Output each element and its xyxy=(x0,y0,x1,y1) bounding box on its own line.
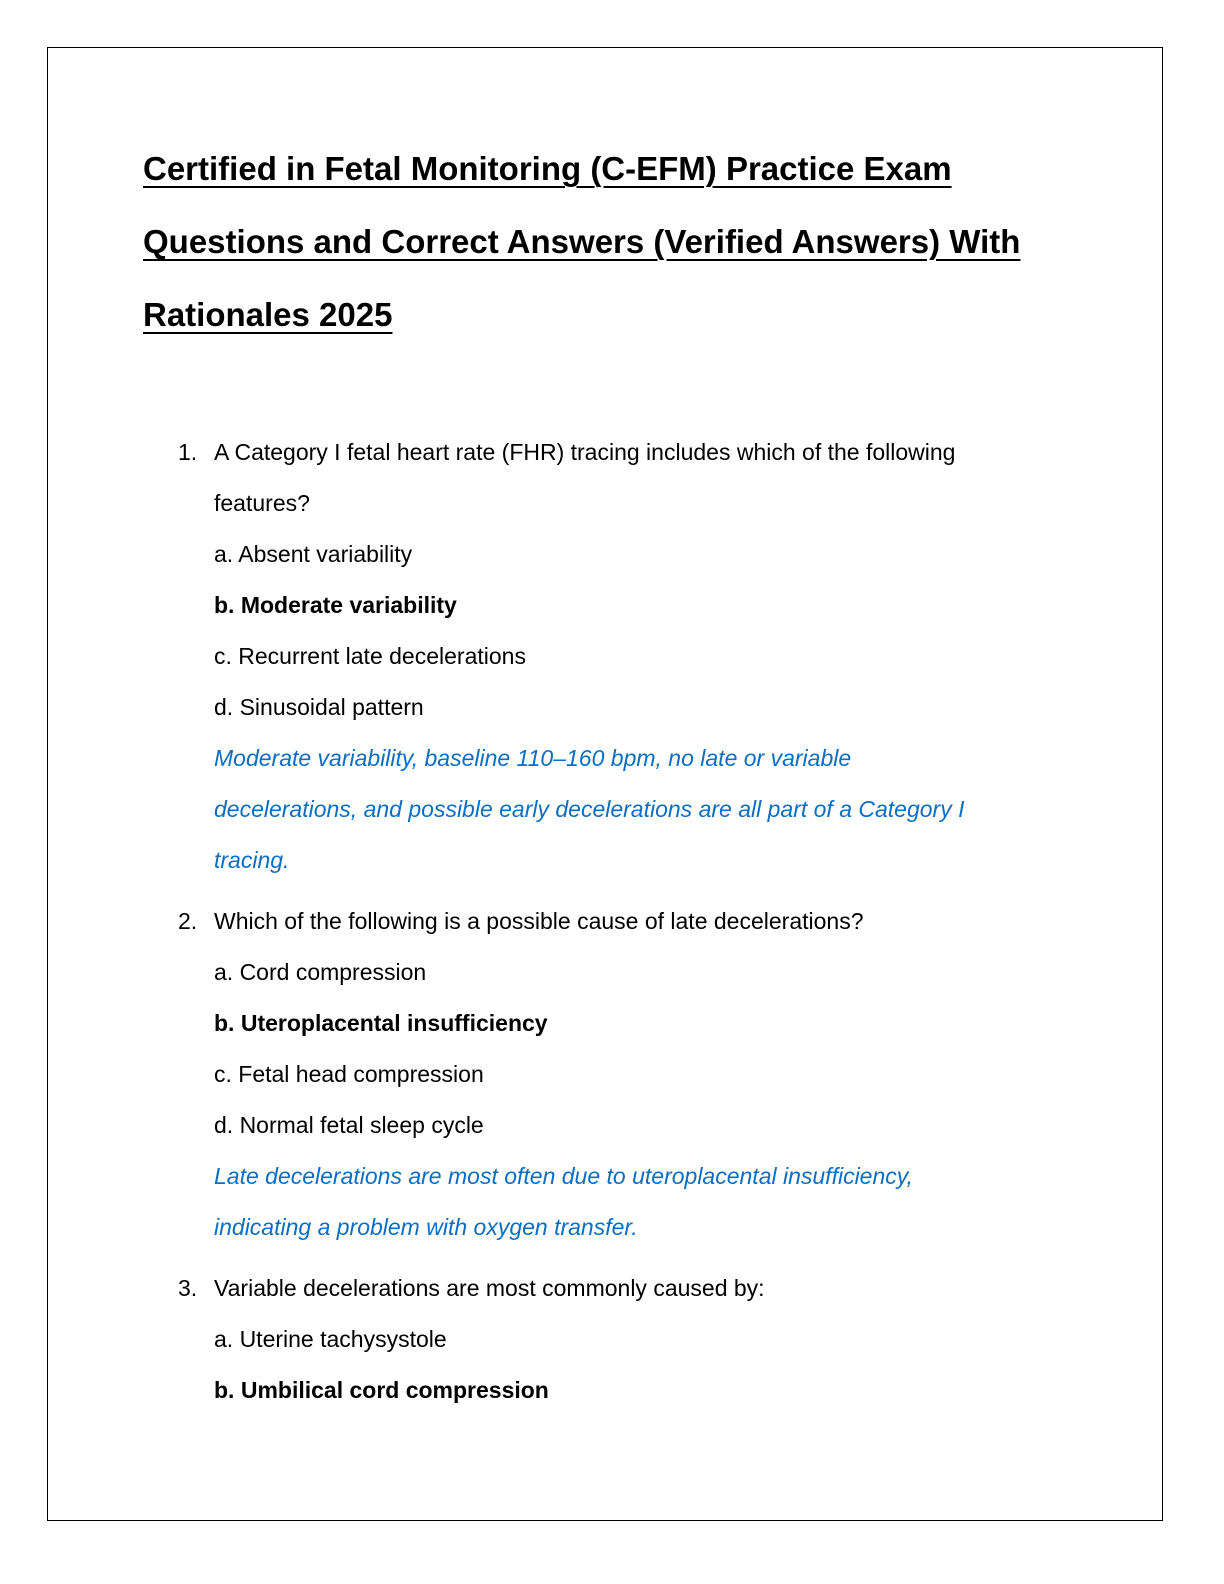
rationale: tracing. xyxy=(214,847,290,873)
question-body xyxy=(214,1263,1054,1416)
question-body xyxy=(214,896,1054,1253)
document-title xyxy=(143,132,1103,351)
title-line: Questions and Correct Answers (Verified Answers) With xyxy=(143,223,1021,260)
rationale: Moderate variability, baseline 110–160 bpm, no late or variable xyxy=(214,745,852,771)
answer-option-b-correct: b. Moderate variability xyxy=(214,592,457,618)
answer-option-a: a. Cord compression xyxy=(214,959,427,985)
rationale: indicating a problem with oxygen transfer. xyxy=(214,1214,638,1240)
title-line: Certified in Fetal Monitoring (C-EFM) Practice Exam xyxy=(143,150,952,187)
question-stem: Which of the following is a possible cause of late decelerations? xyxy=(214,908,864,934)
answer-option-d: d. Normal fetal sleep cycle xyxy=(214,1112,484,1138)
answer-option-c: c. Recurrent late decelerations xyxy=(214,643,526,669)
answer-option-b-correct: b. Uteroplacental insufficiency xyxy=(214,1010,548,1036)
question-stem: features? xyxy=(214,490,310,516)
question-body xyxy=(214,427,1054,886)
answer-option-b-correct: b. Umbilical cord compression xyxy=(214,1377,549,1403)
question-number: 3. xyxy=(178,1275,198,1301)
title-line: Rationales 2025 xyxy=(143,296,393,333)
question-number: 2. xyxy=(178,908,198,934)
answer-option-c: c. Fetal head compression xyxy=(214,1061,484,1087)
rationale: Late decelerations are most often due to uteroplacental insufficiency, xyxy=(214,1163,913,1189)
answer-option-a: a. Uterine tachysystole xyxy=(214,1326,447,1352)
question-stem: Variable decelerations are most commonly caused by: xyxy=(214,1275,765,1301)
answer-option-a: a. Absent variability xyxy=(214,541,413,567)
question-stem: A Category I fetal heart rate (FHR) tracing includes which of the following xyxy=(214,439,956,465)
answer-option-d: d. Sinusoidal pattern xyxy=(214,694,424,720)
rationale: decelerations, and possible early decelerations are all part of a Category I xyxy=(214,796,965,822)
question-number: 1. xyxy=(178,439,198,465)
